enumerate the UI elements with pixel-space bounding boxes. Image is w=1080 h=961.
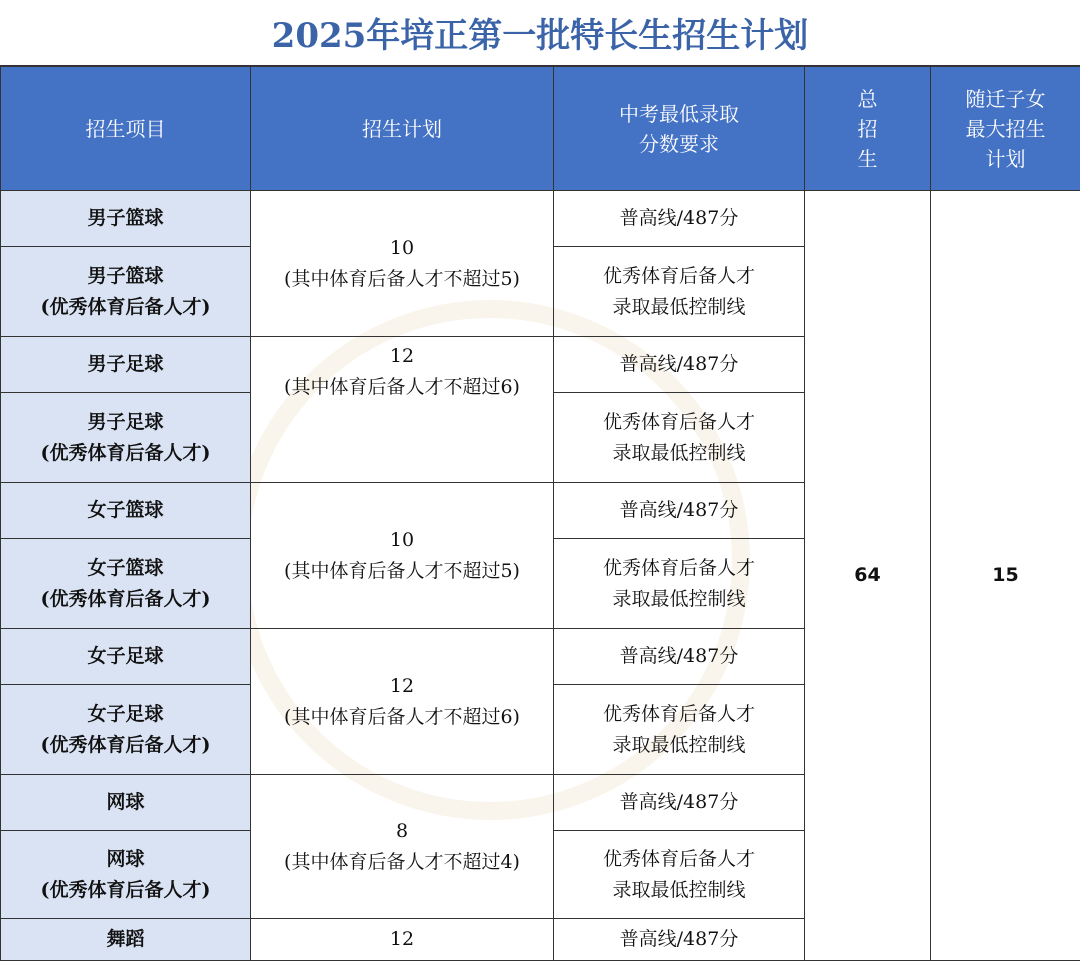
item-cell: 男子篮球 xyxy=(1,191,251,247)
item-cell: 舞蹈 xyxy=(1,919,251,961)
header-migrant: 随迁子女 最大招生 计划 xyxy=(931,67,1080,191)
score-cell: 普高线/487分 xyxy=(554,337,805,393)
item-cell: 女子篮球 xyxy=(1,483,251,539)
item-cell: 网球 xyxy=(1,775,251,831)
item-cell: 女子篮球 (优秀体育后备人才) xyxy=(1,539,251,629)
score-cell: 普高线/487分 xyxy=(554,775,805,831)
plan-cell: 12 (其中体育后备人才不超过6) xyxy=(251,629,554,775)
item-cell: 男子足球 xyxy=(1,337,251,393)
page-title: 2025年培正第一批特长生招生计划 xyxy=(0,0,1080,66)
plan-cell: 10 (其中体育后备人才不超过5) xyxy=(251,483,554,629)
header-total: 总 招 生 xyxy=(805,67,931,191)
plan-cell: 12 xyxy=(251,919,554,961)
score-cell: 优秀体育后备人才 录取最低控制线 xyxy=(554,685,805,775)
score-cell: 普高线/487分 xyxy=(554,919,805,961)
score-cell: 普高线/487分 xyxy=(554,483,805,539)
item-cell: 女子足球 (优秀体育后备人才) xyxy=(1,685,251,775)
plan-cell: 12 (其中体育后备人才不超过6) xyxy=(251,337,554,483)
table-row xyxy=(1,191,1080,247)
score-cell: 优秀体育后备人才 录取最低控制线 xyxy=(554,393,805,483)
plan-cell: 8 (其中体育后备人才不超过4) xyxy=(251,775,554,919)
header-plan: 招生计划 xyxy=(251,67,554,191)
total-cell: 64 xyxy=(805,191,931,961)
score-cell: 优秀体育后备人才 录取最低控制线 xyxy=(554,539,805,629)
migrant-cell: 15 xyxy=(931,191,1080,961)
item-cell: 男子篮球 (优秀体育后备人才) xyxy=(1,247,251,337)
plan-cell: 10 (其中体育后备人才不超过5) xyxy=(251,191,554,337)
enrollment-table xyxy=(0,66,1080,961)
header-row xyxy=(1,67,1080,191)
header-score: 中考最低录取 分数要求 xyxy=(554,67,805,191)
score-cell: 优秀体育后备人才 录取最低控制线 xyxy=(554,831,805,919)
score-cell: 普高线/487分 xyxy=(554,191,805,247)
item-cell: 女子足球 xyxy=(1,629,251,685)
score-cell: 优秀体育后备人才 录取最低控制线 xyxy=(554,247,805,337)
score-cell: 普高线/487分 xyxy=(554,629,805,685)
item-cell: 网球 (优秀体育后备人才) xyxy=(1,831,251,919)
item-cell: 男子足球 (优秀体育后备人才) xyxy=(1,393,251,483)
header-item: 招生项目 xyxy=(1,67,251,191)
